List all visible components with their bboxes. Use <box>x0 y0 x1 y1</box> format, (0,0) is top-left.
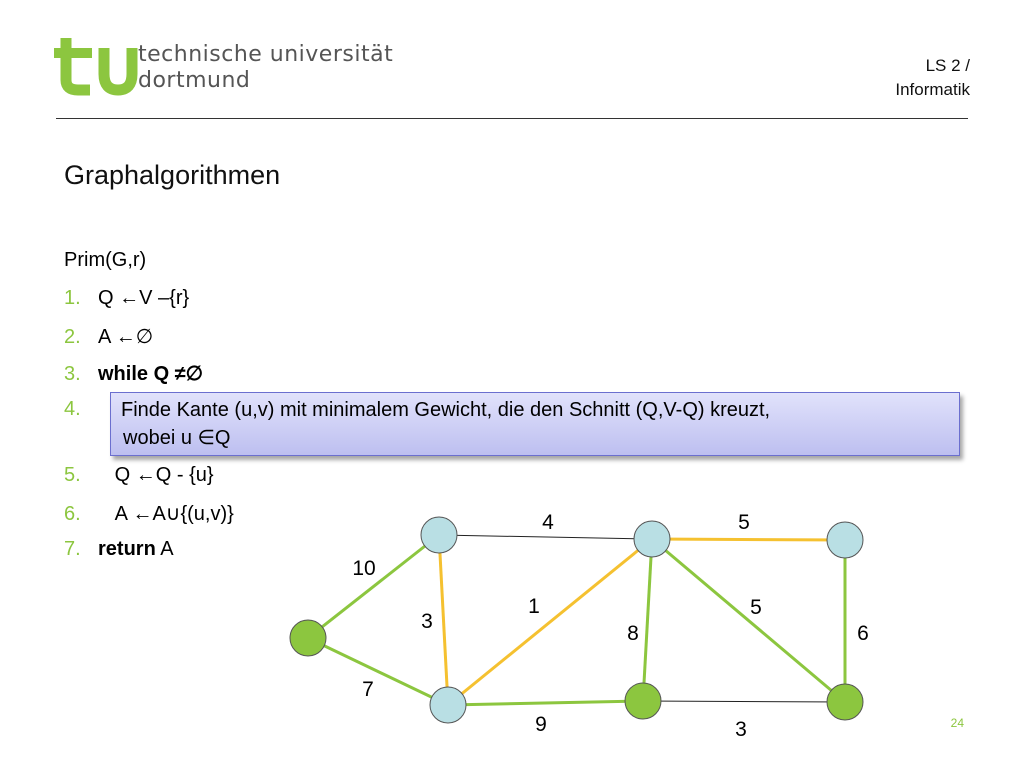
edge-a-b <box>439 535 652 539</box>
edge-b-c <box>652 539 845 540</box>
graph-node-e <box>430 687 466 723</box>
step-number: 2. <box>64 326 81 348</box>
algorithm-name: Prim(G,r) <box>64 249 147 271</box>
step-number: 6. <box>64 503 81 525</box>
graph-node-b <box>634 521 670 557</box>
step-number: 3. <box>64 363 81 385</box>
university-name-line2: dortmund <box>138 68 251 93</box>
edge-weight-label: 3 <box>735 718 747 741</box>
edge-e-f <box>448 701 643 705</box>
graph-node-c <box>827 522 863 558</box>
graph-node-g <box>827 684 863 720</box>
edge-b-g <box>652 539 845 702</box>
edge-weight-label: 4 <box>542 511 554 534</box>
edge-a-d <box>308 535 439 638</box>
step-text: Q ←V –{r} <box>98 287 190 309</box>
callout-line1: Finde Kante (u,v) mit minimalem Gewicht, die den Schnitt (Q,V-Q) kreuzt, <box>121 399 771 421</box>
edge-weight-label: 10 <box>352 557 376 580</box>
step-text: A ←∅ <box>98 326 154 348</box>
edge-weight-label: 5 <box>750 596 762 619</box>
graph-node-a <box>421 517 457 553</box>
edge-a-e <box>439 535 448 705</box>
step-number: 4. <box>64 398 81 420</box>
edge-weight-label: 3 <box>421 610 433 633</box>
university-name-line1: technische universität <box>138 42 394 67</box>
graph-node-d <box>290 620 326 656</box>
chair-line2: Informatik <box>895 80 970 99</box>
callout-line2: wobei u ∈Q <box>123 427 231 449</box>
edge-weight-label: 1 <box>528 595 540 618</box>
graph-node-f <box>625 683 661 719</box>
slide-title: Graphalgorithmen <box>64 160 281 190</box>
step-text: Q ←Q - {u} <box>114 464 214 486</box>
page-number: 24 <box>950 716 964 730</box>
step-text: Q ≠∅ <box>153 363 204 385</box>
edge-d-e <box>308 638 448 705</box>
edge-weight-label: 9 <box>535 713 547 736</box>
edge-weight-label: 5 <box>738 511 750 534</box>
edge-f-g <box>643 701 845 702</box>
chair-line1: LS 2 / <box>925 56 970 75</box>
step-number: 5. <box>64 464 81 486</box>
step-text: A <box>160 538 174 560</box>
step-text: A ←A∪{(u,v)} <box>114 503 234 525</box>
step-number: 7. <box>64 538 81 560</box>
step-number: 1. <box>64 287 81 309</box>
step-keyword: return <box>98 538 156 560</box>
edge-e-b <box>448 539 652 705</box>
step-keyword: while <box>98 363 149 385</box>
edge-b-f <box>643 539 652 701</box>
edge-weight-label: 8 <box>627 622 639 645</box>
edge-weight-label: 7 <box>362 678 374 701</box>
edge-weight-label: 6 <box>857 622 869 645</box>
